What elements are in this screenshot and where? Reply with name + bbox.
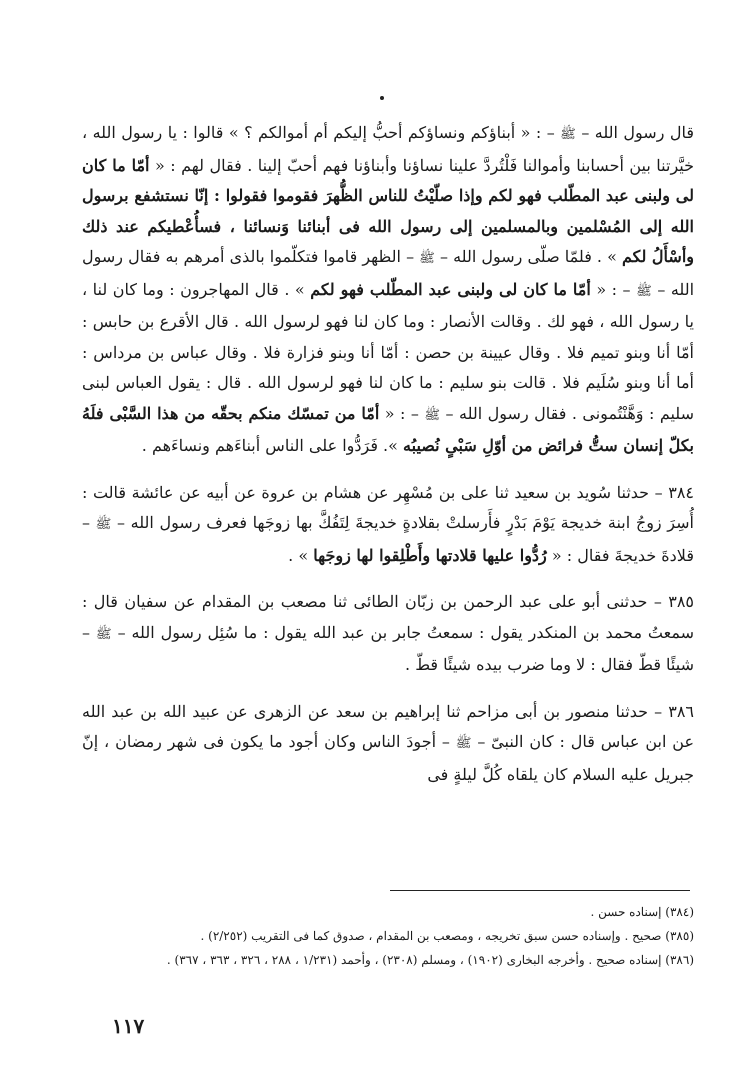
main-text: [82, 118, 694, 790]
salla-glyph: ﷺ: [95, 626, 112, 642]
bold-quote: أمّا من تمسّك منكم بحقّه من هذا السَّبْى فلَهُ بكلّ إنسان ستُّ فرائض من أوّلِ سَبْىٍ نُصيبُه: [82, 403, 694, 455]
page-dot: [380, 96, 384, 100]
salla-glyph: ﷺ: [455, 736, 472, 751]
text-run: » . فلمّا صلّى رسول الله –: [439, 247, 617, 266]
text-run: ٣٨٥ – حدثنى أبو على عبد الرحمن بن زبّان الطائى ثنا مصعب بن المقدام عن سفيان قال : سمعتُ محمد بن المنكدر يقول : سمعتُ جابر بن عبد الله يقول : ما سُئِل رسول الله –: [82, 592, 695, 642]
text-run: ». فَرَدُّوا على الناس أبناءَهم ونساءَهم .: [141, 436, 398, 455]
bold-quote: أمّا ما كان لى ولبنى عبد المطّلب فهو لكم وإذا صلّيْتُ للناس الظُّهرَ فقوموا فقولوا : إنّا نستشفع برسول الله إلى المُسْلمين وبالمسلمين إلى رسول الله فى أبنائنا وَنسائنا ، فسأُعْطيكم عند ذلك وأسْأَلُ لكم: [82, 155, 695, 266]
paragraph-hadith-386: [82, 697, 694, 791]
paragraph-hadith-385: [82, 587, 694, 681]
text-run: – : «: [384, 403, 419, 423]
text-run: ٣٨٦ – حدثنا منصور بن أبى مزاحم ثنا إبراهيم بن سعد عن الزهرى عن عبيد الله بن عبد الله عن ابن عباس قال : كان النبىّ –: [82, 701, 694, 751]
text-run: – : «: [596, 279, 631, 299]
footnote-divider: [390, 890, 690, 891]
text-run: » .: [288, 545, 309, 565]
salla-glyph: ﷺ: [636, 283, 652, 299]
text-run: » . قال المهاجرون : وما كان لنا ، يا رسول الله ، فهو لك . وقالت الأنصار : وما كان لنا فهو لرسول الله . قال الأقرع بن حابس : أمّا أنا وبنو تميم فلا . وقال عيينة بن حصن : أمّا أنا وبنو فزارة فلا . وقال عباس بن مرداس : أما أنا وبنو سُلَيم فلا . قالت بنو سليم : ما كان لنا فهو لرسول الله . قال : يقول العباس لبنى سليم : وَهَّنْتُمونى . فقال رسول الله –: [82, 279, 695, 423]
footnote-384: (٣٨٤) إسناده حسن .: [590, 905, 694, 919]
text-run: – أجودَ الناس وكان أجود ما يكون فى شهر رمضان ، إنّ جبريل عليه السلام كان يلقاه كُلَّ ليلةٍ فى: [82, 732, 694, 784]
text-run: – : « أبناؤكم ونساؤكم أحبُّ إليكم أم أموالكم ؟ » قالوا : يا رسول الله ، خيَّرتنا بين أحسابنا وأموالنا فَلْتُردَّ علينا نساؤنا وأبناؤنا فهم أحبّ إلينا . فقال لهم : «: [82, 123, 695, 175]
salla-glyph: ﷺ: [424, 407, 441, 423]
salla-glyph: ﷺ: [419, 251, 435, 266]
page-number: ١١٧: [112, 1014, 145, 1038]
bold-quote: رُدُّوا عليها قلادتها وأَطْلِقوا لها زوجَها: [313, 545, 547, 565]
text-run: – الظهر قاموا فتكلّموا بالذى أمرهم به فقال رسول الله –: [82, 247, 695, 299]
text-run: – قلادةَ خديجةَ فقال : «: [82, 513, 694, 565]
footnote-385: (٣٨٥) صحيح . وإسناده حسن سبق تخريجه ، ومصعب بن المقدام ، صدوق كما فى التقريب (٢/٢٥٢) .: [200, 929, 694, 943]
text-run: قال رسول الله –: [581, 123, 695, 142]
paragraph-hadith-383: [82, 118, 694, 462]
footnote-386: (٣٨٦) إسناده صحيح . وأخرجه البخارى (١٩٠٢) ، ومسلم (٢٣٠٨) ، وأحمد (١/٢٣١ ، ٢٨٨ ، ٣٢٦ ، ٣٦٣ ، ٣٦٧) .: [166, 953, 694, 967]
paragraph-hadith-384: [82, 478, 694, 572]
text-run: ٣٨٤ – حدثنا سُويد بن سعيد ثنا على بن مُسْهِر عن هشام بن عروة عن أبيه عن عائشة قالت : أُسِرَ زوجُ ابنة خديجة يَوْمَ بَدْرٍ فأَرسلتْ بقلادةٍ خديجةَ لِتَفُكَّ بها زوجَها فعرف رسول الله –: [82, 482, 695, 532]
salla-glyph: ﷺ: [95, 517, 112, 532]
footnotes: [82, 900, 694, 972]
text-run: – شيئًا قطّ فقال : لا وما ضرب بيده شيئًا قطّ .: [82, 622, 694, 674]
bold-quote: أمّا ما كان لى ولبنى عبد المطّلب فهو لكم: [310, 279, 591, 299]
salla-glyph: ﷺ: [560, 127, 576, 142]
